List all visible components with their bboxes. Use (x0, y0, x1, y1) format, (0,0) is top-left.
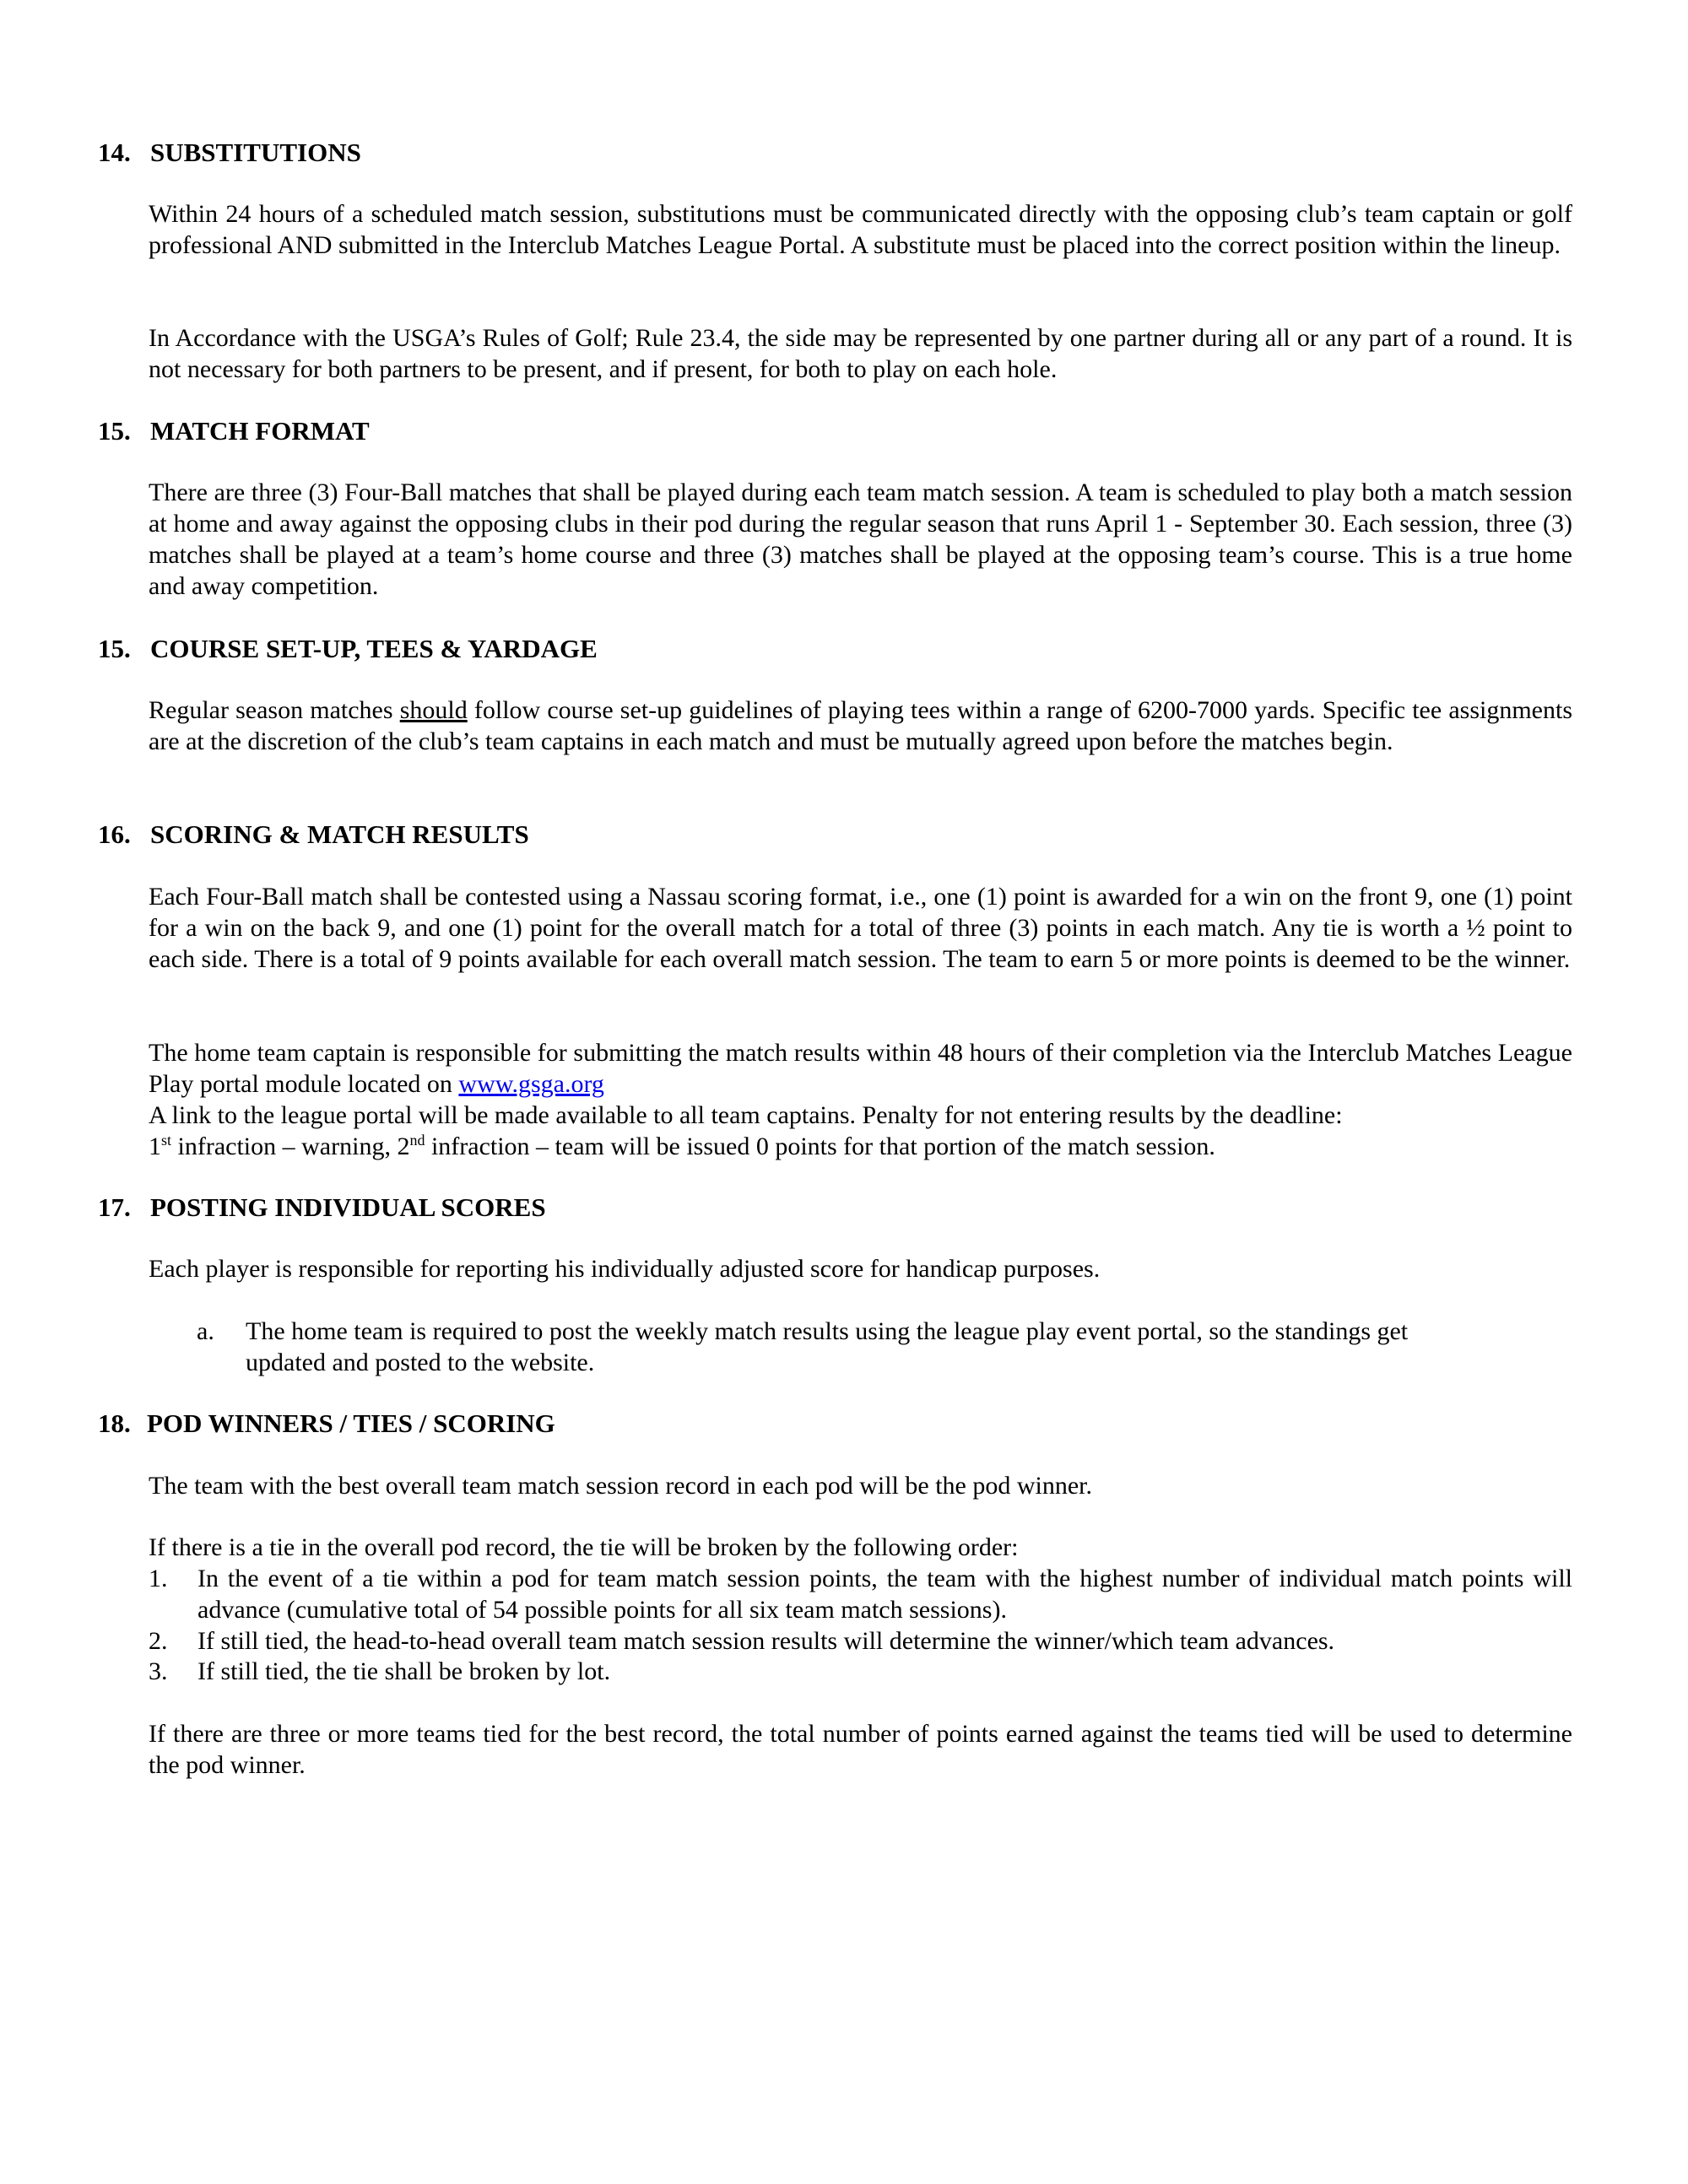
text: infraction – team will be issued 0 points for that portion of the match session. (425, 1133, 1215, 1160)
list-item (149, 1563, 1572, 1625)
section-number: 18. (98, 1408, 131, 1438)
section-17-heading (98, 1192, 546, 1223)
gsga-link[interactable]: www.gsga.org (458, 1070, 604, 1098)
text: follow course set-up guidelines of playing tees within a range of 6200-7000 yards. Specific tee assignments are at the discretion of the club’s team captains in each match and must be mutually agreed upon before the matches begin. (149, 696, 1572, 755)
paragraph: Each Four-Ball match shall be contested using a Nassau scoring format, i.e., one (1) point is awarded for a win on the front 9, one (1) point for a win on the back 9, and one (1) point for the overall match for a total of three (3) points in each match. Any tie is worth a ½ point to each side. There is a total of 9 points available for each overall match session. The team to earn 5 or more points is deemed to be the winner. (149, 883, 1572, 973)
paragraph (149, 1037, 1572, 1100)
section-number: 17. (98, 1192, 131, 1222)
underlined-text: should (399, 696, 468, 724)
paragraph (149, 1131, 1572, 1162)
section-number: 15. (98, 416, 131, 446)
text: The home team captain is responsible for submitting the match results within 48 hours of their completion via the Interclub Matches League Play portal module located on (149, 1039, 1572, 1098)
section-title: SUBSTITUTIONS (150, 138, 361, 167)
list-item (197, 1316, 1461, 1378)
section-15b-heading (98, 633, 598, 664)
text: 1 (149, 1133, 161, 1160)
list-item (149, 1625, 1572, 1657)
section-16-heading (98, 819, 529, 850)
text: Regular season matches (149, 696, 400, 724)
list-text: If still tied, the tie shall be broken by lot. (197, 1657, 611, 1685)
list-text: If still tied, the head-to-head overall team match session results will determine the winner/which team advances. (197, 1627, 1335, 1655)
paragraph (149, 695, 1572, 757)
section-title: POSTING INDIVIDUAL SCORES (150, 1192, 546, 1222)
paragraph: A link to the league portal will be made available to all team captains. Penalty for not entering results by the deadline: (149, 1101, 1343, 1129)
section-number: 15. (98, 634, 131, 663)
section-15-heading (98, 415, 370, 446)
superscript: st (161, 1132, 172, 1149)
section-title: MATCH FORMAT (150, 416, 370, 446)
list-text: The home team is required to post the weekly match results using the league play event portal, so the standings get updated and posted to the website. (246, 1317, 1409, 1376)
paragraph: Within 24 hours of a scheduled match session, substitutions must be communicated directly with the opposing club’s team captain or golf professional AND submitted in the Interclub Matches League Portal. A substitute must be placed into the correct position within the lineup. (149, 200, 1572, 259)
paragraph: In Accordance with the USGA’s Rules of Golf; Rule 23.4, the side may be represented by one partner during all or any part of a round. It is not necessary for both partners to be present, and if present, for both to play on each hole. (149, 324, 1572, 383)
paragraph: The team with the best overall team match session record in each pod will be the pod winner. (149, 1472, 1092, 1500)
list-marker: 1. (149, 1565, 168, 1592)
section-title: SCORING & MATCH RESULTS (150, 819, 529, 849)
list-marker: a. (197, 1317, 214, 1345)
list-marker: 3. (149, 1657, 168, 1685)
paragraph: If there is a tie in the overall pod record, the tie will be broken by the following order: (149, 1533, 1019, 1561)
section-title: COURSE SET-UP, TEES & YARDAGE (150, 634, 598, 663)
list-text: In the event of a tie within a pod for team match session points, the team with the highest number of individual match points will advance (cumulative total of 54 possible points for all six team match sessions). (197, 1565, 1572, 1624)
section-18-heading (98, 1408, 555, 1439)
text: infraction – warning, 2 (171, 1133, 410, 1160)
section-number: 16. (98, 819, 131, 849)
list-item (149, 1656, 1572, 1687)
section-number: 14. (98, 138, 131, 167)
paragraph: Each player is responsible for reporting his individually adjusted score for handicap purposes. (149, 1255, 1101, 1283)
superscript: nd (409, 1132, 425, 1149)
list-marker: 2. (149, 1627, 168, 1655)
paragraph: If there are three or more teams tied for the best record, the total number of points earned against the teams tied will be used to determine the pod winner. (149, 1720, 1572, 1779)
section-title: POD WINNERS / TIES / SCORING (147, 1408, 555, 1438)
paragraph: There are three (3) Four-Ball matches that shall be played during each team match session. A team is scheduled to play both a match session at home and away against the opposing clubs in their pod during the regular season that runs April 1 - September 30. Each session, three (3) matches shall be played at a team’s home course and three (3) matches shall be played at the opposing team’s course. This is a true home and away competition. (149, 478, 1572, 600)
section-14-heading (98, 137, 361, 168)
